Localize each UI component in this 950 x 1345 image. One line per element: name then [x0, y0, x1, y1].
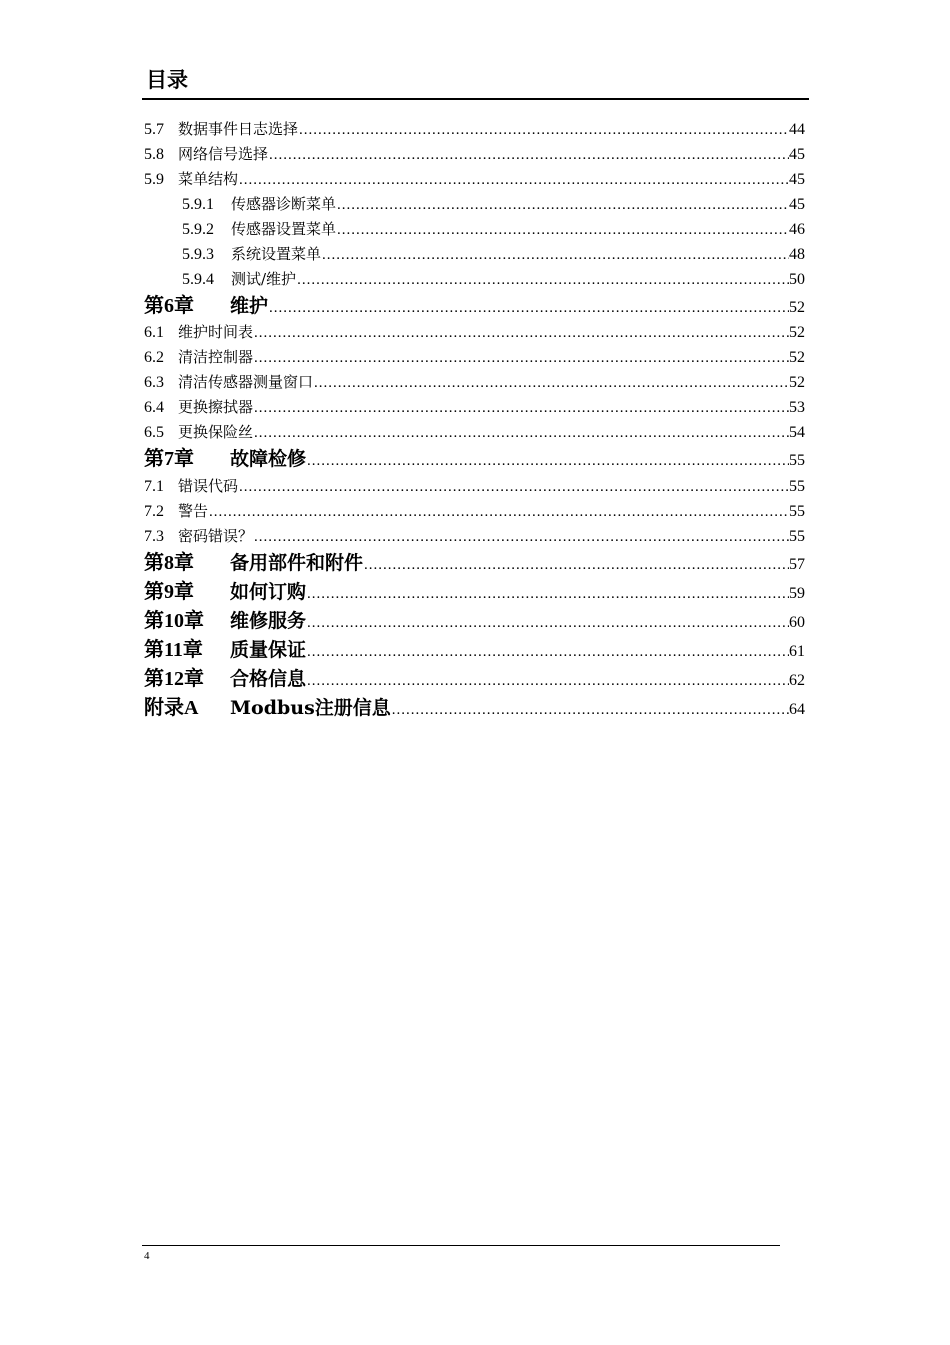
toc-entry-page: 44: [789, 121, 805, 138]
toc-entry-page: 55: [789, 528, 805, 545]
toc-entry-6-2[interactable]: [144, 345, 805, 370]
toc-entry-number: 6.3: [144, 374, 164, 391]
toc-chapter-title: 故障检修: [230, 448, 307, 470]
dot-leader: [313, 371, 789, 395]
toc-entry-page: 46: [789, 221, 805, 238]
dot-leader: [306, 609, 789, 636]
toc-entry-page: 62: [789, 672, 805, 689]
toc-entry-number: 5.7: [144, 121, 164, 138]
toc-entry-page: 57: [789, 556, 805, 573]
toc-entry-title: 系统设置菜单: [231, 245, 322, 263]
toc-entry-title: 警告: [178, 502, 209, 520]
footer-divider: [142, 1245, 780, 1246]
toc-entry-5-9-4[interactable]: [144, 267, 805, 292]
toc-entry-5-9-3[interactable]: [144, 242, 805, 267]
toc-entry-6-3[interactable]: [144, 370, 805, 395]
toc-entry-5-9[interactable]: [144, 167, 805, 192]
toc-chapter-10[interactable]: [144, 607, 805, 636]
page-title: 目录: [146, 68, 188, 92]
toc-entry-page: 55: [789, 503, 805, 520]
toc-entry-number: 6.1: [144, 324, 164, 341]
toc-chapter-number: 第8章: [144, 552, 194, 574]
toc-chapter-number: 第6章: [144, 295, 194, 317]
dot-leader: [238, 475, 789, 499]
toc-chapter-title: 备用部件和附件: [230, 552, 364, 574]
toc-entry-page: 45: [789, 196, 805, 213]
toc-entry-page: 53: [789, 399, 805, 416]
toc-entry-5-8[interactable]: [144, 142, 805, 167]
toc-entry-number: 6.4: [144, 399, 164, 416]
toc-entry-number: 5.9.3: [182, 246, 214, 263]
toc-chapter-title: 合格信息: [230, 668, 307, 690]
toc-chapter-11[interactable]: [144, 636, 805, 665]
toc-chapter-title: 质量保证: [230, 639, 307, 661]
toc-chapter-title: 维修服务: [230, 610, 307, 632]
toc-entry-page: 48: [789, 246, 805, 263]
toc-entry-7-3[interactable]: [144, 524, 805, 549]
toc-entry-number: 6.2: [144, 349, 164, 366]
toc-entry-title: 测试/维护: [231, 270, 297, 288]
toc-entry-title: 维护时间表: [178, 323, 254, 341]
toc-entry-number: 7.2: [144, 503, 164, 520]
toc-chapter-number: 第11章: [144, 639, 203, 661]
toc-entry-number: 5.8: [144, 146, 164, 163]
toc-chapter-title: 维护: [230, 295, 269, 317]
toc-entry-7-2[interactable]: [144, 499, 805, 524]
toc-entry-page: 52: [789, 374, 805, 391]
toc-entry-page: 61: [789, 643, 805, 660]
toc-entry-page: 55: [789, 478, 805, 495]
dot-leader: [306, 667, 789, 694]
dot-leader: [253, 525, 789, 549]
toc-appendix-a[interactable]: [144, 694, 805, 723]
toc-entry-5-7[interactable]: [144, 117, 805, 142]
dot-leader: [391, 696, 789, 723]
dot-leader: [306, 580, 789, 607]
dot-leader: [238, 168, 789, 192]
toc-entry-page: 45: [789, 146, 805, 163]
dot-leader: [253, 346, 789, 370]
toc-entry-title: 密码错误？: [178, 527, 254, 545]
toc-entry-6-1[interactable]: [144, 320, 805, 345]
dot-leader: [268, 143, 789, 167]
toc-entry-page: 52: [789, 324, 805, 341]
dot-leader: [253, 321, 789, 345]
toc-entry-number: 5.9.1: [182, 196, 214, 213]
toc-chapter-12[interactable]: [144, 665, 805, 694]
toc-entry-title: 菜单结构: [178, 170, 239, 188]
dot-leader: [298, 118, 789, 142]
toc-chapter-6[interactable]: [144, 292, 805, 320]
toc-entry-title: 错误代码: [178, 477, 239, 495]
toc-entry-page: 64: [789, 701, 805, 718]
toc-entry-page: 55: [789, 452, 805, 469]
toc-entry-6-5[interactable]: [144, 420, 805, 445]
toc-chapter-7[interactable]: [144, 445, 805, 474]
toc-entry-7-1[interactable]: [144, 474, 805, 499]
table-of-contents: [144, 117, 805, 723]
toc-entry-number: 5.9: [144, 171, 164, 188]
dot-leader: [306, 447, 789, 474]
toc-entry-page: 54: [789, 424, 805, 441]
toc-chapter-8[interactable]: [144, 549, 805, 578]
toc-chapter-number: 附录A: [144, 697, 199, 719]
toc-chapter-number: 第9章: [144, 581, 194, 603]
toc-entry-5-9-1[interactable]: [144, 192, 805, 217]
toc-entry-title: 更换保险丝: [178, 423, 254, 441]
toc-entry-title: 网络信号选择: [178, 145, 269, 163]
page-number: 4: [144, 1250, 150, 1262]
dot-leader: [296, 268, 789, 292]
toc-entry-page: 52: [789, 349, 805, 366]
toc-entry-title: 清洁传感器测量窗口: [178, 373, 314, 391]
toc-chapter-title: 如何订购: [230, 581, 307, 603]
toc-chapter-9[interactable]: [144, 578, 805, 607]
dot-leader: [306, 638, 789, 665]
dot-leader: [336, 193, 789, 217]
toc-entry-page: 52: [789, 299, 805, 316]
toc-entry-title: 传感器设置菜单: [231, 220, 337, 238]
dot-leader: [363, 551, 789, 578]
toc-entry-5-9-2[interactable]: [144, 217, 805, 242]
toc-entry-title: 更换擦拭器: [178, 398, 254, 416]
toc-chapter-number: 第7章: [144, 448, 194, 470]
toc-entry-number: 7.3: [144, 528, 164, 545]
dot-leader: [336, 218, 789, 242]
dot-leader: [253, 421, 789, 445]
dot-leader: [321, 243, 789, 267]
dot-leader: [253, 396, 789, 420]
toc-entry-number: 5.9.4: [182, 271, 214, 288]
toc-chapter-number: 第10章: [144, 610, 204, 632]
toc-entry-title: 数据事件日志选择: [178, 120, 299, 138]
toc-entry-page: 45: [789, 171, 805, 188]
toc-entry-page: 59: [789, 585, 805, 602]
toc-entry-title: 清洁控制器: [178, 348, 254, 366]
toc-entry-number: 7.1: [144, 478, 164, 495]
header-divider: [142, 98, 809, 100]
dot-leader: [268, 294, 789, 320]
toc-entry-number: 6.5: [144, 424, 164, 441]
toc-entry-page: 50: [789, 271, 805, 288]
toc-entry-title: 传感器诊断菜单: [231, 195, 337, 213]
toc-entry-number: 5.9.2: [182, 221, 214, 238]
toc-chapter-title: Modbus注册信息: [230, 697, 391, 719]
toc-entry-page: 60: [789, 614, 805, 631]
dot-leader: [208, 500, 789, 524]
toc-entry-6-4[interactable]: [144, 395, 805, 420]
toc-chapter-number: 第12章: [144, 668, 204, 690]
